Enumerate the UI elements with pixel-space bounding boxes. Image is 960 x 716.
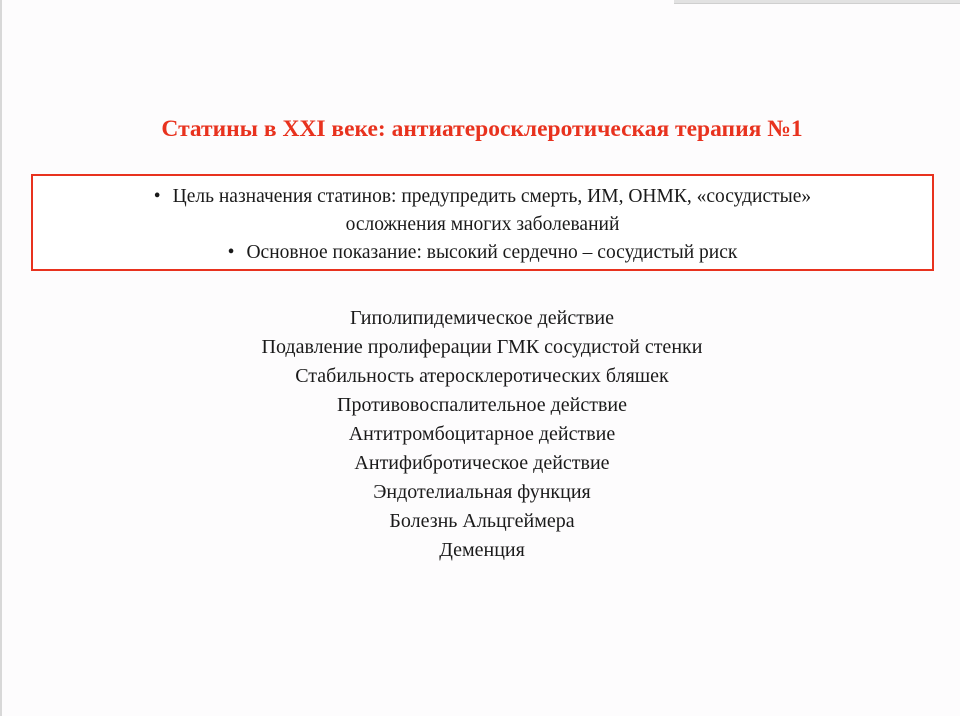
- indication-item-line: [33, 239, 932, 267]
- indication-item-text: Основное показание: высокий сердечно – сосудистый риск: [246, 242, 738, 263]
- goal-item-continuation: осложнения многих заболеваний: [345, 214, 620, 235]
- effect-item: Антифибротическое действие: [354, 452, 610, 474]
- goal-box: [31, 174, 934, 271]
- bullet-icon: •: [227, 242, 235, 263]
- bullet-icon: •: [153, 186, 161, 207]
- effect-item: Деменция: [439, 539, 525, 561]
- effect-item: Противовоспалительное действие: [337, 394, 627, 416]
- effect-item: Стабильность атеросклеротических бляшек: [295, 365, 669, 387]
- effect-item: Эндотелиальная функция: [373, 481, 591, 503]
- effect-item: Гиполипидемическое действие: [350, 307, 614, 329]
- goal-item-line: [33, 183, 932, 211]
- effect-item: Болезнь Альцгеймера: [389, 510, 575, 532]
- effect-item: Подавление пролиферации ГМК сосудистой стенки: [261, 336, 703, 358]
- goal-item-text: Цель назначения статинов: предупредить смерть, ИМ, ОНМК, «сосудистые»: [172, 186, 812, 207]
- slide-title: Статины в XXI веке: антиатеросклеротическая терапия №1: [161, 116, 803, 142]
- effects-list: [2, 304, 960, 565]
- window-top-edge: [674, 0, 960, 4]
- effect-item: Антитромбоцитарное действие: [348, 423, 616, 445]
